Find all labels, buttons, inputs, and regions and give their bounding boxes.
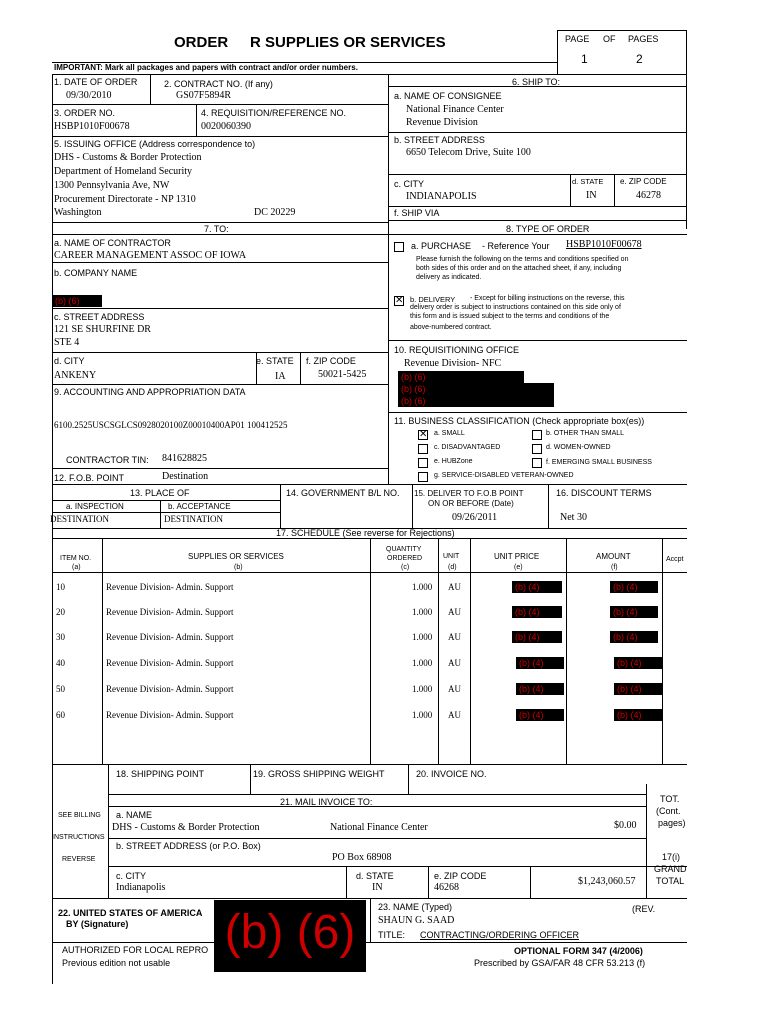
col-qty: QUANTITY [386,546,422,553]
delivery-label: b. DELIVERY [410,295,456,304]
authorized-label: AUTHORIZED FOR LOCAL REPRO [62,945,209,955]
row-amount: (b) (4) [614,683,662,695]
purchase-label: a. PURCHASE [411,241,472,251]
contractor-city: ANKENY [54,370,97,381]
contractor-city-label: d. CITY [54,356,85,366]
invoice-state-label: d. STATE [356,871,394,881]
other-small-checkbox[interactable] [532,430,542,440]
col-amount: AMOUNT [596,552,631,561]
gbl-label: 14. GOVERNMENT B/L NO. [286,488,400,498]
hubzone-checkbox[interactable] [418,458,428,468]
row-item: 20 [56,607,65,617]
usa-label: 22. UNITED STATES OF AMERICA [58,908,203,918]
requisition-label: 4. REQUISITION/REFERENCE NO. [201,108,347,118]
mail-invoice-label: 21. MAIL INVOICE TO: [280,797,373,807]
ship-city: INDIANAPOLIS [406,191,477,202]
typed-name: SHAUN G. SAAD [378,915,455,926]
requisitioning-office-label: 10. REQUISITIONING OFFICE [394,345,520,355]
emerging-label: f. EMERGING SMALL BUSINESS [546,459,652,466]
invoice-city: Indianapolis [116,882,166,893]
ship-state-label: d. STATE [572,177,604,186]
row-item: 10 [56,582,65,592]
grand-total-label: GRAND [654,864,687,874]
women-owned-label: d. WOMEN-OWNED [546,444,611,451]
purchase-reference-no: HSBP1010F00678 [566,239,642,250]
consignee-label: a. NAME OF CONSIGNEE [394,91,502,101]
tot-label: TOT. [660,794,680,804]
col-price-sub: (e) [514,564,523,571]
row-item: 30 [56,632,65,642]
col-supplies-sub: (b) [234,564,243,571]
disadvantaged-checkbox[interactable] [418,444,428,454]
invoice-po-box: PO Box 68908 [332,852,392,863]
pages-label: PAGES [628,34,659,44]
issuing-office-line: Department of Homeland Security [54,166,193,177]
contractor-zip: 50021-5425 [318,369,367,380]
ship-zip-label: e. ZIP CODE [620,177,667,186]
row-qty: 1.000 [412,658,433,668]
invoice-no-label: 20. INVOICE NO. [416,769,487,779]
company-name-label: b. COMPANY NAME [54,268,138,278]
issuing-office-line: DHS - Customs & Border Protection [54,152,202,163]
row-qty: 1.000 [412,582,433,592]
row-price: (b) (4) [512,631,562,643]
row-desc: Revenue Division- Admin. Support [106,684,234,694]
deliver-label: 15. DELIVER TO F.O.B POINT [414,489,524,498]
ship-city-label: c. CITY [394,179,425,189]
tot-label: (Cont. [656,806,681,816]
see-billing: SEE BILLING [58,812,101,819]
row-unit: AU [448,632,461,642]
fob-label: 12. F.O.B. POINT [54,473,125,483]
purchase-checkbox[interactable] [394,242,404,252]
invoice-zip: 46268 [434,882,459,893]
discount-label: 16. DISCOUNT TERMS [556,488,652,498]
reverse: REVERSE [62,856,96,863]
contractor-tin-label: CONTRACTOR TIN: [66,455,149,465]
col-qty: ORDERED [387,555,423,562]
consignee-line: National Finance Center [406,104,504,115]
contractor-name: CAREER MANAGEMENT ASSOC OF IOWA [54,250,247,261]
row-desc: Revenue Division- Admin. Support [106,582,234,592]
col-item: ITEM NO. [60,555,92,562]
important-notice: IMPORTANT: Mark all packages and papers with contract and/or order numbers. [54,63,358,72]
type-of-order-label: 8. TYPE OF ORDER [506,224,590,234]
tot-label: pages) [658,818,686,828]
sdvosb-checkbox[interactable] [418,472,428,482]
redaction-box: (b) (6) [52,295,102,307]
small-label: a. SMALL [434,430,465,437]
invoice-zip-label: e. ZIP CODE [434,871,487,881]
prescribed: Prescribed by GSA/FAR 48 CFR 53.213 (f) [474,958,646,968]
col-unit: UNIT [443,553,460,560]
order-no: HSBP1010F00678 [54,121,130,132]
fob-value: Destination [162,471,209,482]
contractor-zip-label: f. ZIP CODE [306,356,356,366]
invoice-state: IN [372,882,383,893]
grand-total: $1,243,060.57 [578,876,636,887]
ship-street: 6650 Telecom Drive, Suite 100 [406,147,531,158]
sdvosb-label: g. SERVICE-DISABLED VETERAN-OWNED [434,472,574,479]
row-amount: (b) (4) [614,709,662,721]
date-of-order: 09/30/2010 [66,90,112,101]
ship-zip: 46278 [636,190,661,201]
purchase-text: delivery as indicated. [416,274,482,281]
row-unit: AU [448,710,461,720]
row-desc: Revenue Division- Admin. Support [106,607,234,617]
row-unit: AU [448,582,461,592]
row-unit: AU [448,607,461,617]
row-item: 60 [56,710,65,720]
form-title-right: R SUPPLIES OR SERVICES [250,34,446,51]
contract-no: GS07F5894R [176,90,232,101]
hubzone-label: e. HUBZone [434,458,473,465]
accounting-data: 6100.2525USCSGLCS0928020100Z00010400AP01 100412525 [54,420,288,430]
row-desc: Revenue Division- Admin. Support [106,710,234,720]
deliver-label: ON OR BEFORE (Date) [428,499,514,508]
row-item: 50 [56,684,65,694]
redaction-box: (b) (6) [398,371,524,383]
invoice-name-right: National Finance Center [330,822,428,833]
contractor-street-label: c. STREET ADDRESS [54,312,145,322]
ship-state: IN [586,190,597,201]
row-qty: 1.000 [412,632,433,642]
gross-weight-label: 19. GROSS SHIPPING WEIGHT [253,769,385,779]
row-price: (b) (4) [516,657,564,669]
row-amount: (b) (4) [610,606,658,618]
issuing-office-line: Procurement Directorate - NP 1310 [54,194,196,205]
delivery-text: - Except for billing instructions on the reverse, this [470,295,625,302]
order-no-label: 3. ORDER NO. [54,108,116,118]
col-qty-sub: (c) [401,564,410,571]
place-of-label: 13. PLACE OF [130,488,190,498]
date-of-order-label: 1. DATE OF ORDER [54,77,138,87]
delivery-checkbox[interactable]: ✕ [395,295,404,306]
redaction-box: (b) (6) [398,383,554,395]
optional-form: OPTIONAL FORM 347 (4/2006) [514,946,643,956]
issuing-office-label: 5. ISSUING OFFICE (Address correspondence to) [54,139,256,149]
rev-label: (REV. [632,904,656,914]
row-qty: 1.000 [412,710,433,720]
issuing-office-city: Washington [54,207,102,218]
row-price: (b) (4) [516,683,564,695]
acceptance-label: b. ACCEPTANCE [168,502,231,511]
contractor-state-label: e. STATE [256,356,294,366]
row-price: (b) (4) [512,581,562,593]
grand-total-label: 17(i) [662,852,681,862]
page-total: $0.00 [614,820,637,831]
typed-name-label: 23. NAME (Typed) [378,902,453,912]
row-qty: 1.000 [412,607,433,617]
row-amount: (b) (4) [610,631,658,643]
row-unit: AU [448,684,461,694]
contractor-tin: 841628825 [162,453,207,464]
col-item-sub: (a) [72,564,81,571]
purchase-text: both sides of this order and on the attached sheet, if any, including [416,265,622,272]
small-checkbox[interactable]: ✕ [419,429,428,440]
row-desc: Revenue Division- Admin. Support [106,632,234,642]
purchase-reference: - Reference Your [482,241,550,251]
delivery-text: this form and is issued subject to the terms and conditions of the [410,313,610,320]
contractor-street: STE 4 [54,337,80,348]
consignee-line: Revenue Division [406,117,478,128]
redaction-box: (b) (6) [398,395,554,407]
grand-total-label: TOTAL [656,876,685,886]
contractor-name-label: a. NAME OF CONTRACTOR [54,238,171,248]
row-amount: (b) (4) [614,657,662,669]
other-small-label: b. OTHER THAN SMALL [546,430,625,437]
signature-label: BY (Signature) [66,919,129,929]
col-price: UNIT PRICE [494,552,540,561]
delivery-text: above-numbered contract. [410,324,492,331]
col-supplies: SUPPLIES OR SERVICES [188,552,284,561]
deliver-date: 09/26/2011 [452,512,498,523]
schedule-label: 17. SCHEDULE (See reverse for Rejections) [276,528,455,538]
row-item: 40 [56,658,65,668]
signature-redaction: (b) (6) [214,900,366,972]
title-label: TITLE: [378,930,406,940]
shipping-point-label: 18. SHIPPING POINT [116,769,205,779]
form-title-left: ORDER [174,34,229,51]
invoice-street-label: b. STREET ADDRESS (or P.O. Box) [116,841,261,851]
emerging-checkbox[interactable] [532,458,542,468]
inspection-value: DESTINATION [50,514,109,524]
col-accpt: Accpt [666,556,684,563]
row-qty: 1.000 [412,684,433,694]
requisition-no: 0020060390 [201,121,251,132]
contractor-state: IA [275,371,286,382]
business-class-label: 11. BUSINESS CLASSIFICATION (Check appropriate box(es)) [394,416,645,426]
title-value: CONTRACTING/ORDERING OFFICER [420,930,579,940]
acceptance-value: DESTINATION [164,514,223,524]
col-unit-sub: (d) [448,564,457,571]
page-number: 1 [581,52,588,66]
issuing-office-line: 1300 Pennsylvania Ave, NW [54,180,170,191]
ship-via-label: f. SHIP VIA [394,208,440,218]
discount-terms: Net 30 [560,512,587,523]
invoice-name-left: DHS - Customs & Border Protection [112,822,260,833]
page-label: PAGE [565,34,590,44]
contract-no-label: 2. CONTRACT NO. (If any) [164,79,273,89]
row-amount: (b) (4) [610,581,658,593]
ship-to-label: 6. SHIP TO: [512,77,561,87]
invoice-city-label: c. CITY [116,871,147,881]
invoice-name-label: a. NAME [116,810,153,820]
delivery-text: delivery order is subject to instructions contained on this side only of [410,304,621,311]
ship-street-label: b. STREET ADDRESS [394,135,485,145]
accounting-label: 9. ACCOUNTING AND APPROPRIATION DATA [54,387,246,397]
requisitioning-office: Revenue Division- NFC [404,358,502,369]
total-pages: 2 [636,52,643,66]
row-price: (b) (4) [512,606,562,618]
issuing-office-state-zip: DC 20229 [254,207,296,218]
instructions: INSTRUCTIONS [52,834,105,841]
row-price: (b) (4) [516,709,564,721]
row-unit: AU [448,658,461,668]
of-label: OF [603,34,616,44]
purchase-text: Please furnish the following on the terms and conditions specified on [416,256,629,263]
col-amount-sub: (f) [611,564,618,571]
to-label: 7. TO: [204,224,229,234]
contractor-street: 121 SE SHURFINE DR [54,324,151,335]
previous-edition: Previous edition not usable [62,958,171,968]
row-desc: Revenue Division- Admin. Support [106,658,234,668]
disadvantaged-label: c. DISADVANTAGED [434,444,501,451]
inspection-label: a. INSPECTION [66,502,124,511]
women-owned-checkbox[interactable] [532,444,542,454]
